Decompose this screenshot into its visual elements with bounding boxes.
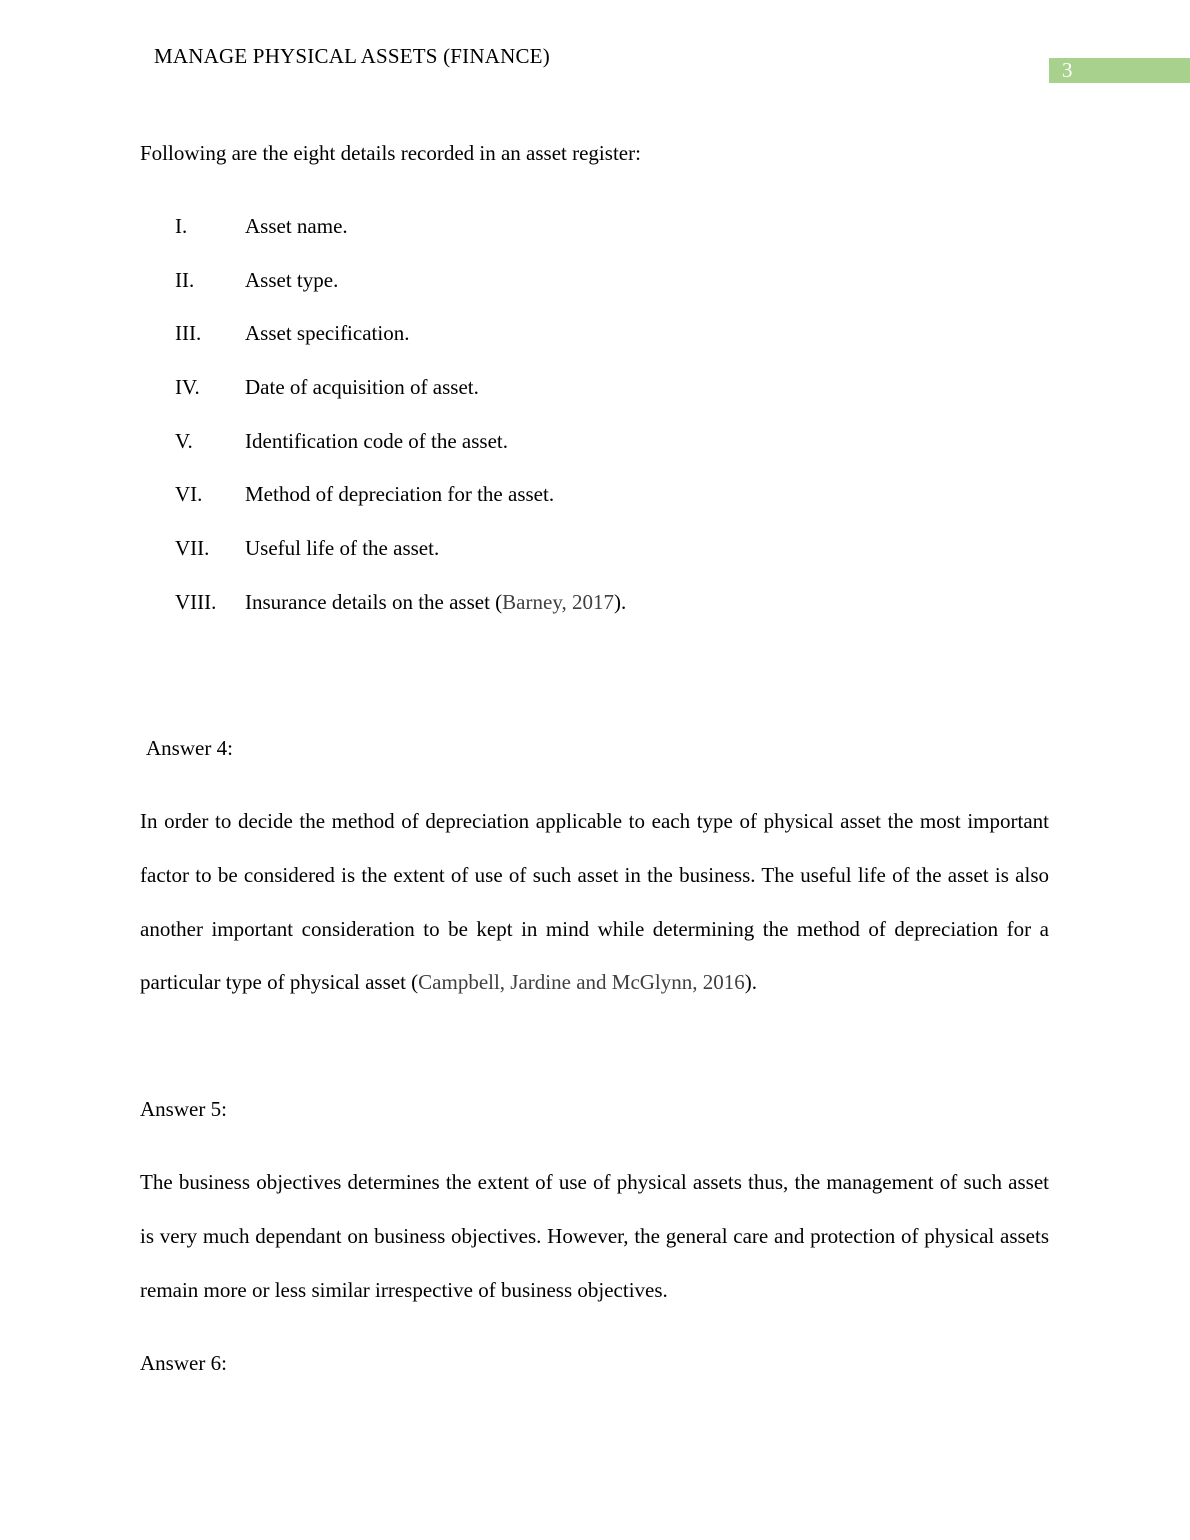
list-numeral: VII. xyxy=(175,536,210,561)
list-numeral: V. xyxy=(175,428,193,453)
citation-close: ). xyxy=(613,589,627,614)
list-item-text: Asset specification. xyxy=(245,321,410,346)
list-item-text: Useful life of the asset. xyxy=(245,536,440,561)
list-numeral: I. xyxy=(175,214,188,238)
answer-4-heading: Answer 4: xyxy=(146,736,233,760)
citation: Campbell, Jardine and McGlynn, 2016 xyxy=(418,970,745,995)
list-item-text: Method of depreciation for the asset. xyxy=(245,482,555,507)
answer-5-heading: Answer 5: xyxy=(140,1097,227,1121)
list-numeral: VI. xyxy=(175,482,203,507)
page-number-badge xyxy=(1049,58,1190,83)
answer-5-paragraph: The business objectives determines the extent of use of physical assets thus, the management of such asset is very much dependant on business objectives. However, the general care and protection of physical assets remain more or less similar irrespective of business objectives. xyxy=(140,1170,1049,1302)
intro-sentence: Following are the eight details recorded in an asset register: xyxy=(140,141,641,165)
list-numeral: VIII. xyxy=(175,589,217,614)
list-item-text xyxy=(245,590,626,615)
list-numeral: IV. xyxy=(175,375,200,400)
list-item-text: Asset name. xyxy=(245,214,348,238)
list-item-text-main: Insurance details on the asset ( xyxy=(245,589,503,614)
list-item-text: Identification code of the asset. xyxy=(245,428,508,453)
page-number: 3 xyxy=(1062,58,1073,82)
list-item-text: Date of acquisition of asset. xyxy=(245,375,479,400)
list-numeral: II. xyxy=(175,267,195,292)
answer-6-heading: Answer 6: xyxy=(140,1351,227,1375)
answer-4-paragraph xyxy=(140,795,1049,1010)
list-numeral: III. xyxy=(175,321,202,346)
citation: Barney, 2017 xyxy=(502,589,614,614)
list-item-text: Asset type. xyxy=(245,267,339,292)
answer-4-body: In order to decide the method of depreciation applicable to each type of physical asset the most important factor to be considered is the extent of use of such asset in the business. The useful life of the asset is also another important consideration to be kept in mind while determining the method of depreciation for a particular type of physical asset ( xyxy=(140,809,1049,995)
running-header: MANAGE PHYSICAL ASSETS (FINANCE) xyxy=(154,44,550,68)
citation-close: ). xyxy=(744,970,758,995)
